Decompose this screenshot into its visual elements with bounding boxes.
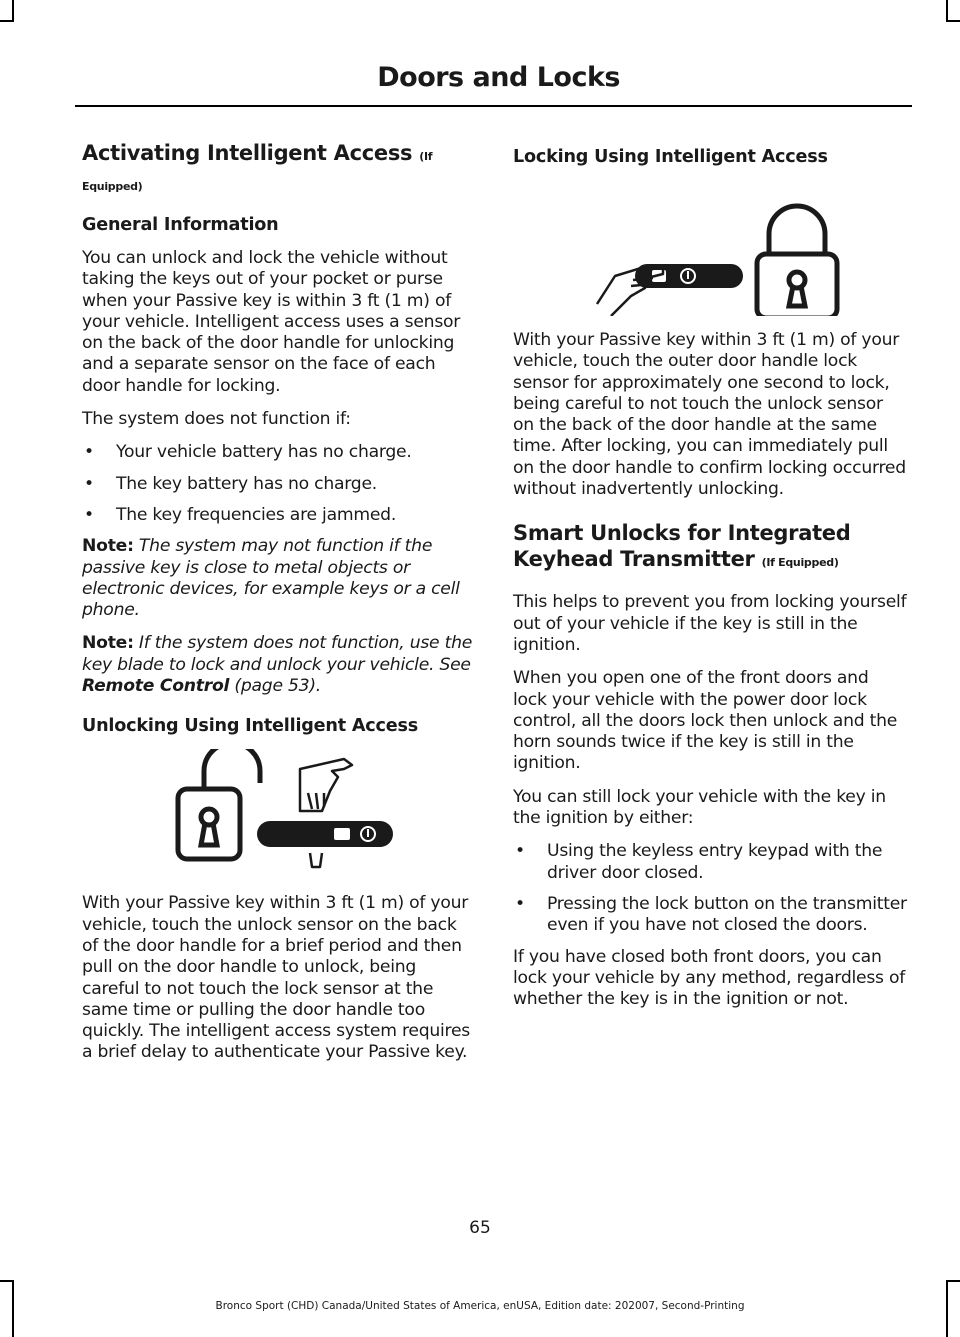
list-item: • The key frequencies are jammed. bbox=[82, 505, 476, 526]
chapter-title: Doors and Locks bbox=[377, 62, 620, 93]
note-1 bbox=[82, 536, 476, 621]
lock-paragraph: With your Passive key within 3 ft (1 m) of your vehicle, touch the outer door handle lock sensor for approximately one second to lock, being careful to not touch the unlock sensor on the back of the door handle at the same time. After locking, you can immediately pull on the door handle to confirm locking occurred without inadvertently unlocking. bbox=[513, 330, 906, 500]
page-reference: (page 53). bbox=[234, 676, 322, 697]
left-column bbox=[82, 140, 476, 1076]
list-item: • Your vehicle battery has no charge. bbox=[82, 442, 476, 463]
crop-mark bbox=[0, 20, 14, 22]
unlock-paragraph: With your Passive key within 3 ft (1 m) of your vehicle, touch the unlock sensor on the back of the door handle for a brief period and then pull on the door handle to unlock, being careful to not touch the lock sensor at the same time or pulling the door handle too quickly. The intelligent access system requires a brief delay to authenticate your Passive key. bbox=[82, 893, 471, 1063]
smart-heading-line-2: Keyhead Transmitter bbox=[513, 547, 755, 572]
right-column bbox=[513, 140, 907, 1022]
list-item: • Pressing the lock button on the transmitter even if you have not closed the doors. bbox=[513, 894, 907, 937]
footer-edition: Bronco Sport (CHD) Canada/United States of America, enUSA, Edition date: 202007, Second-Printing bbox=[215, 1300, 745, 1312]
unlock-figure bbox=[82, 749, 476, 879]
smart-heading-line-1: Smart Unlocks for Integrated bbox=[513, 521, 851, 546]
smart-unlocks-heading bbox=[513, 520, 907, 576]
crop-mark bbox=[946, 20, 960, 22]
locked-padlock-icon bbox=[757, 206, 837, 316]
lock-heading: Locking Using Intelligent Access bbox=[513, 147, 828, 167]
note-text: If the system does not function, use the key blade to lock and unlock your vehicle. See bbox=[82, 633, 473, 675]
note-text: The system may not function if the passive key is close to metal objects or electronic devices, for example keys or a cell phone. bbox=[82, 536, 460, 621]
header-rule bbox=[75, 105, 912, 107]
page-number: 65 bbox=[469, 1218, 491, 1238]
list-item: • Using the keyless entry keypad with the driver door closed. bbox=[513, 841, 907, 884]
failure-conditions-list bbox=[82, 442, 476, 526]
hand-icon bbox=[300, 759, 352, 867]
note-label: Note: bbox=[82, 633, 134, 654]
smart-paragraph-4: If you have closed both front doors, you can lock your vehicle by any method, regardless of whether the key is in the ignition or not. bbox=[513, 946, 906, 1010]
system-intro: The system does not function if: bbox=[82, 409, 351, 430]
list-item: • The key battery has no charge. bbox=[82, 474, 476, 495]
section-title bbox=[82, 140, 476, 200]
lock-methods-list bbox=[513, 841, 907, 936]
general-heading: General Information bbox=[82, 215, 279, 235]
crop-mark bbox=[12, 0, 14, 22]
if-equipped-tag: (If Equipped) bbox=[82, 150, 433, 193]
remote-control-link[interactable]: Remote Control bbox=[82, 676, 230, 697]
unlock-heading: Unlocking Using Intelligent Access bbox=[82, 716, 419, 737]
note-2 bbox=[82, 633, 476, 697]
smart-paragraph-3: You can still lock your vehicle with the key in the ignition by either: bbox=[513, 786, 886, 829]
smart-paragraph-1: This helps to prevent you from locking yourself out of your vehicle if the key is still in the ignition. bbox=[513, 592, 907, 655]
lock-figure bbox=[513, 180, 907, 316]
door-handle-icon bbox=[257, 821, 393, 847]
unlocked-padlock-icon bbox=[178, 749, 260, 859]
crop-mark bbox=[946, 1280, 960, 1282]
section-title-text: Activating Intelligent Access bbox=[82, 141, 413, 165]
crop-mark bbox=[0, 1280, 14, 1282]
smart-paragraph-2: When you open one of the front doors and lock your vehicle with the power door lock control, all the doors lock then unlock and the horn sounds twice if the key is still in the ignition. bbox=[513, 668, 898, 774]
if-equipped-tag: (If Equipped) bbox=[761, 556, 839, 570]
general-paragraph: You can unlock and lock the vehicle without taking the keys out of your pocket or purse when your Passive key is within 3 ft (1 m) of your vehicle. Intelligent access uses a sensor on the back of the door handle for unlocking and a separate sensor on the face of each door handle for locking. bbox=[82, 248, 461, 396]
note-label: Note: bbox=[82, 536, 134, 557]
crop-mark bbox=[946, 0, 948, 22]
